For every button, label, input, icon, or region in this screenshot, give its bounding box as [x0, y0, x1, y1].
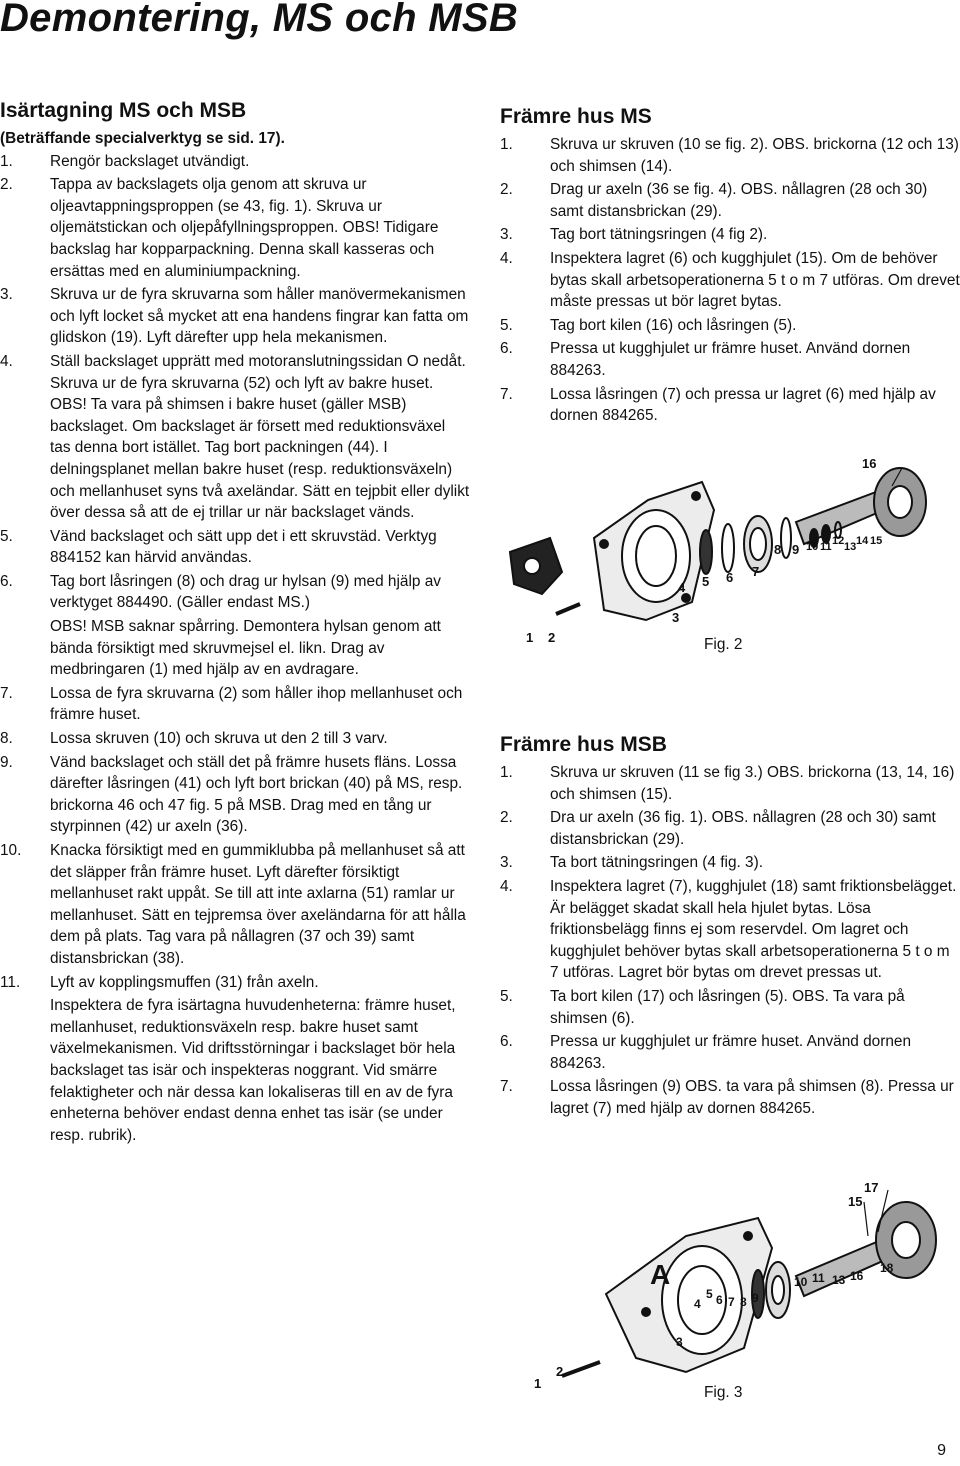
- callout-9: 9: [752, 1291, 759, 1305]
- callout-4: 4: [694, 1297, 701, 1311]
- step-number: 9.: [0, 753, 13, 771]
- step-text: Ta bort tätningsringen (4 fig. 3).: [550, 854, 764, 872]
- step-text: Dra ur axeln (36 fig. 1). OBS. nållagren (28 och 30) samt distansbrickan (29).: [550, 809, 936, 848]
- list-item: [0, 571, 470, 614]
- list-item: [0, 284, 470, 349]
- callout-9: 9: [792, 542, 800, 557]
- step-number: 6.: [500, 340, 513, 358]
- callout-10: 10: [806, 541, 819, 553]
- callout-3: 3: [672, 610, 680, 625]
- list-item: [500, 224, 960, 246]
- step-number: 7.: [500, 385, 513, 403]
- callout-15: 15: [848, 1194, 863, 1209]
- list-item: [500, 248, 960, 313]
- callout-1: 1: [526, 630, 534, 645]
- step-note: Inspektera de fyra isärtagna huvudenheterna: främre huset, mellanhuset, reduktionsväxeln resp. bakre huset samt växelmekanismen. Vid driftsstörningar i backslaget bör hela backslaget tas isär och inspekteras noggrant. Vid smärre felaktigheter och när dessa kan lokaliseras till en av de fyra enheterna behöver endast denna enhet tas isär (se under resp. rubrik).: [50, 997, 456, 1144]
- step-number: 7.: [0, 684, 13, 702]
- list-item: [500, 986, 960, 1029]
- callout-7: 7: [752, 564, 760, 579]
- callout-a: A: [650, 1259, 671, 1290]
- step-text: Pressa ur kugghjulet ur främre huset. Använd dornen 884263.: [550, 1033, 912, 1072]
- step-number: 3.: [500, 854, 513, 872]
- callout-4: 4: [678, 580, 686, 595]
- section-heading-isartagning: Isärtagning MS och MSB: [0, 99, 247, 122]
- step-text: Vänd backslaget och ställ det på främre husets fläns. Lossa därefter låsringen (41) och lyft bort brickan (40) på MS, resp. brickorna 46 och 47 fig. 5 på MSB. Drag med en tång ur styrpinnen (42) ur axeln (36).: [50, 753, 463, 836]
- exploded-view-drawing: [496, 1176, 960, 1412]
- callout-18: 18: [880, 1261, 894, 1275]
- step-text: Inspektera lagret (6) och kugghjulet (15). Om de behöver bytas skall arbetsoperationerna 5 t o m 7 utföras. Om drevet måste pressas ut bör lagret bytas.: [550, 249, 960, 311]
- list-item: [500, 338, 960, 381]
- page-number: 9: [937, 1442, 946, 1459]
- step-number: 3.: [500, 226, 513, 244]
- callout-11: 11: [820, 541, 832, 553]
- figure-2: [496, 452, 960, 672]
- step-text: Vänd backslaget och sätt upp det i ett skruvstäd. Verktyg 884152 kan härvid användas.: [50, 527, 437, 567]
- step-number: 10.: [0, 842, 22, 859]
- step-text: Tag bort kilen (16) och låsringen (5).: [550, 316, 797, 334]
- step-text: Lossa låsringen (9) OBS. ta vara på shimsen (8). Pressa ur lagret (7) med hjälp av dornen 884265.: [550, 1078, 954, 1117]
- step-number: 7.: [500, 1078, 513, 1096]
- callout-2: 2: [556, 1364, 564, 1379]
- step-number: 4.: [500, 249, 513, 267]
- step-number: 1.: [500, 136, 513, 153]
- list-item: [0, 840, 470, 970]
- step-number: 4.: [500, 877, 513, 895]
- step-text: Skruva ur skruven (10 se fig. 2). OBS. brickorna (12 och 13) och shimsen (14).: [550, 136, 959, 175]
- step-number: 3.: [0, 286, 13, 304]
- step-text: Pressa ut kugghjulet ur främre huset. Använd dornen 884263.: [550, 340, 911, 379]
- intro-text: (Beträffande specialverktyg se sid. 17).: [0, 130, 285, 147]
- step-number: 1.: [0, 152, 13, 170]
- step-text: Lyft av kopplingsmuffen (31) från axeln.: [50, 973, 319, 991]
- list-item: [0, 526, 470, 569]
- callout-15: 15: [870, 535, 883, 547]
- step-number: 6.: [500, 1033, 513, 1051]
- callout-11: 11: [812, 1271, 825, 1285]
- callout-10: 10: [794, 1275, 808, 1289]
- list-item: [500, 1076, 960, 1119]
- step-text: Tag bort tätningsringen (4 fig 2).: [550, 226, 768, 244]
- callout-14: 14: [856, 535, 869, 547]
- list-item: [500, 876, 960, 984]
- callout-6: 6: [726, 570, 734, 585]
- list-item: [500, 179, 960, 222]
- callout-12: 12: [832, 535, 845, 547]
- left-column: [0, 98, 470, 1148]
- callout-7: 7: [728, 1295, 735, 1309]
- step-text: Ta bort kilen (17) och låsringen (5). OBS. Ta vara på shimsen (6).: [550, 987, 905, 1027]
- figure-3: [496, 1176, 960, 1412]
- step-number: 2.: [500, 181, 513, 199]
- callout-8: 8: [774, 542, 782, 557]
- figure-3-caption: Fig. 3: [704, 1384, 743, 1401]
- list-item: [0, 972, 470, 994]
- callout-6: 6: [716, 1293, 723, 1307]
- callout-16: 16: [850, 1269, 864, 1283]
- figure-2-caption: Fig. 2: [704, 636, 743, 653]
- list-item: [500, 807, 960, 850]
- step-number: 4.: [0, 352, 13, 370]
- step-number: 5.: [500, 316, 513, 334]
- step-text: Drag ur axeln (36 se fig. 4). OBS. nållagren (28 och 30) samt distansbrickan (29).: [550, 181, 928, 220]
- callout-8: 8: [740, 1295, 747, 1309]
- list-item: [0, 351, 470, 524]
- callout-13: 13: [832, 1273, 846, 1287]
- step-text: Lossa de fyra skruvarna (2) som håller ihop mellanhuset och främre huset.: [50, 684, 463, 724]
- list-item: [500, 134, 960, 177]
- list-item: [0, 683, 470, 726]
- step-text: Rengör backslaget utvändigt.: [50, 152, 250, 170]
- callout-3: 3: [676, 1335, 683, 1349]
- step-text: Lossa skruven (10) och skruva ut den 2 till 3 varv.: [50, 730, 388, 748]
- list-item: [0, 752, 470, 838]
- callout-1: 1: [534, 1376, 542, 1391]
- list-item: [0, 151, 470, 173]
- step-number: 2.: [0, 176, 13, 194]
- step-number: 1.: [500, 764, 513, 781]
- step-text: Ställ backslaget upprätt med motoranslutningssidan O nedåt. Skruva ur de fyra skruvarna (52) och lyft av bakre huset. OBS! Ta vara på shimsen i bakre huset (gäller MSB) backslaget. Om backslaget är försett med reduktionsväxel tas denna bort istället. Tag bort packningen (44). I delningsplanet mellan bakre huset (resp. reduktionsväxeln) och mellanhuset syns två axeländar. Sätt en tejpbit eller dylikt över dessa så att de ej trillar ur när backslaget vänds.: [50, 352, 470, 522]
- list-item: [500, 852, 960, 874]
- callout-2: 2: [548, 630, 556, 645]
- step-text: Inspektera lagret (7), kugghjulet (18) samt friktionsbelägget. Är belägget skadat skall hela hjulet bytas. Lösa friktionsbelägg finns ej som reservdel. Om lagret och kugghjulet behöver bytas skall arbetsoperationerna 5 t o m 7 utföras. Lagret bör bytas om drevet pressas ut.: [550, 877, 957, 982]
- callout-16: 16: [862, 456, 877, 471]
- list-item: [500, 1031, 960, 1074]
- callout-13: 13: [844, 541, 857, 553]
- step-number: 2.: [500, 809, 513, 827]
- step-number: 6.: [0, 572, 13, 590]
- page-title: Demontering, MS och MSB: [0, 0, 519, 40]
- list-item: [0, 174, 470, 282]
- step-text: Knacka försiktigt med en gummiklubba på mellanhuset så att det släpper från främre huset. Lyft därefter försiktigt mellanhuset rakt uppåt. Se till att inte axlarna (51) ramlar ur mellanhuset. Sätt en tejpremsa över axeländarna för att hålla dem på plats. Tag vara på nållagren (37 och 39) samt distansbrickan (38).: [50, 842, 466, 967]
- right-column-msb: [500, 732, 960, 1122]
- right-column-ms: [500, 104, 960, 429]
- callout-17: 17: [864, 1180, 879, 1195]
- step-text: Skruva ur skruven (11 se fig 3.) OBS. brickorna (13, 14, 16) och shimsen (15).: [550, 764, 955, 803]
- step-text: Skruva ur de fyra skruvarna som håller manövermekanismen och lyft locket så mycket att ena handens fingrar kan fatta om glidskon (19). Lyft därefter upp hela mekanismen.: [50, 286, 469, 347]
- callout-5: 5: [706, 1287, 713, 1301]
- step-note: OBS! MSB saknar spårring. Demontera hylsan genom att bända försiktigt med skruvmejsel el. likn. Drag av medbringaren (1) med hjälp av en avdragare.: [50, 618, 441, 679]
- step-number: 5.: [500, 987, 513, 1005]
- list-item: [0, 728, 470, 750]
- step-number: 8.: [0, 730, 13, 748]
- step-text: Tag bort låsringen (8) och drag ur hylsan (9) med hjälp av verktyget 884490. (Gäller endast MS.): [50, 572, 441, 612]
- step-text: Lossa låsringen (7) och pressa ur lagret (6) med hjälp av dornen 884265.: [550, 385, 936, 425]
- list-item: [500, 384, 960, 427]
- section-heading-framre-hus-ms: Främre hus MS: [500, 105, 652, 128]
- callout-5: 5: [702, 574, 710, 589]
- list-item: [500, 315, 960, 337]
- step-number: 11.: [0, 973, 21, 991]
- list-item: [500, 762, 960, 805]
- step-number: 5.: [0, 527, 13, 545]
- section-heading-framre-hus-msb: Främre hus MSB: [500, 733, 667, 756]
- step-text: Tappa av backslagets olja genom att skruva ur oljeavtappningsproppen (se 43, fig. 1). Skruva ur oljemätstickan och oljepåfyllningsproppen. OBS! Tidigare backslag har kopparpackning. Denna skall kasseras och ersättas med en aluminiumpackning.: [50, 176, 439, 280]
